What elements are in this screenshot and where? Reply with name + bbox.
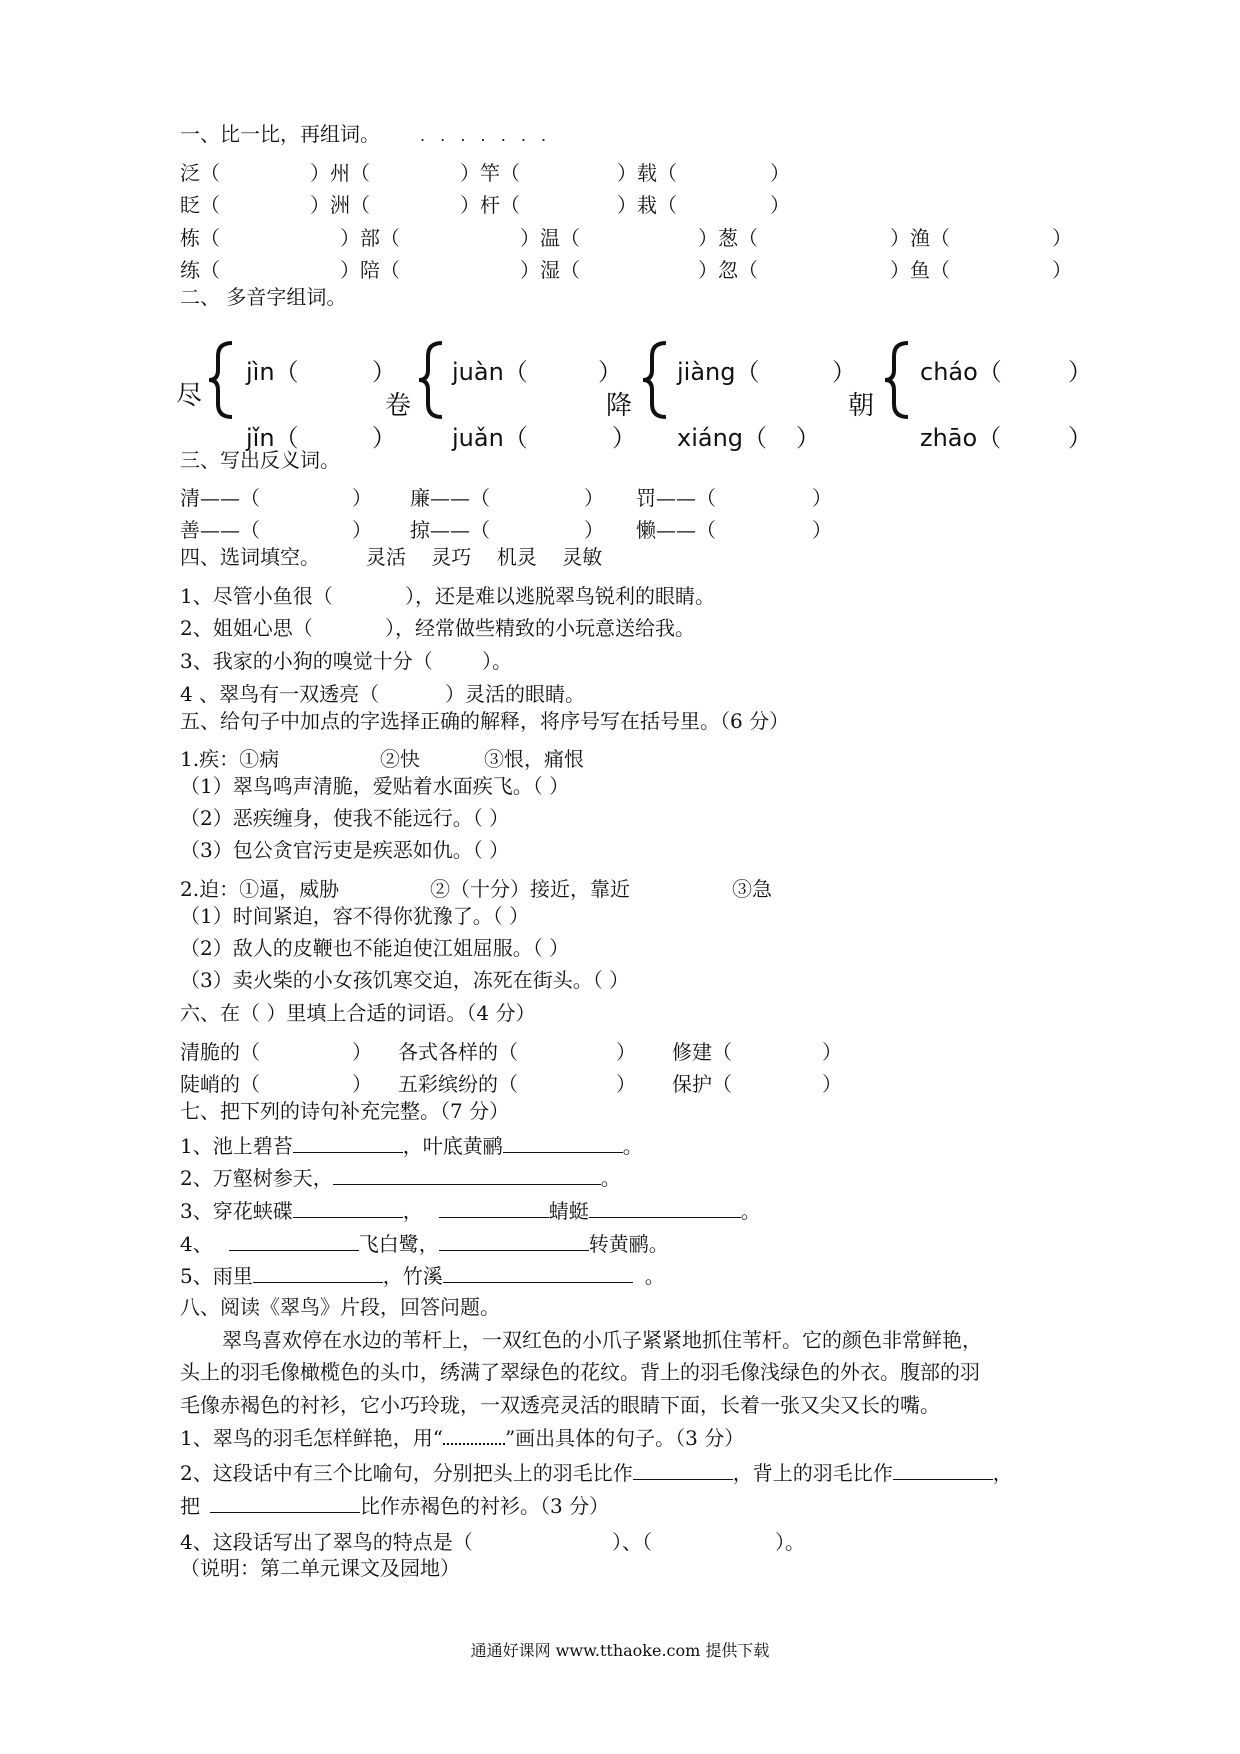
brace-icon [882, 340, 912, 420]
s5-q2-item-3: （3）卖火柴的小女孩饥寒交迫，冻死在街头。（ ） [180, 968, 630, 992]
blank-line[interactable] [503, 1134, 623, 1153]
emphasis-dots: . . . . . . . [420, 126, 552, 145]
blank-line[interactable] [893, 1461, 993, 1480]
brace-icon [640, 340, 670, 420]
section-1-title: 一、比一比，再组词。 . . . . . . . [180, 122, 552, 146]
section-5-title: 五、给句子中加点的字选择正确的解释，将序号写在括号里。（6 分） [180, 709, 790, 733]
blank-line[interactable] [589, 1199, 741, 1218]
reading-q2-continued: 把 比作赤褐色的衬衫。（3 分） [180, 1494, 610, 1518]
section-3-title: 三、写出反义词。 [180, 448, 340, 472]
section-4-title: 四、选词填空。 灵活 灵巧 机灵 灵敏 [180, 545, 603, 569]
s5-q1-item-1: （1）翠鸟鸣声清脆，爱贴着水面疾飞。（ ） [180, 774, 570, 798]
blank-line[interactable] [439, 1199, 549, 1218]
reading-q2: 2、这段话中有三个比喻句，分别把头上的羽毛比作 ，背上的羽毛比作 ， [180, 1461, 1013, 1485]
section-6-title: 六、在（ ）里填上合适的词语。（4 分） [180, 1001, 536, 1025]
reading-q1: 1、翠鸟的羽毛怎样鲜艳，用“ ”画出具体的句子。（3 分） [180, 1426, 745, 1450]
blank-line[interactable] [633, 1461, 733, 1480]
brace-icon [416, 340, 446, 420]
blank-line[interactable] [253, 1264, 383, 1283]
s5-q2-item-1: （1）时间紧迫，容不得你犹豫了。（ ） [180, 904, 530, 928]
poem-line-3: 3、穿花蛱碟 ， 蜻蜓 。 [180, 1199, 761, 1223]
poem-line-1: 1、池上碧苔 ，叶底黄鹂 。 [180, 1134, 643, 1158]
brace-icon [206, 340, 236, 420]
section-7-title: 七、把下列的诗句补充完整。（7 分） [180, 1099, 510, 1123]
section-8-title: 八、阅读《翠鸟》片段，回答问题。 [180, 1295, 500, 1319]
blank-line[interactable] [229, 1232, 359, 1251]
section-2-title: 二、 多音字组词。 [180, 285, 347, 309]
blank-line[interactable] [293, 1134, 403, 1153]
footer-credit: 通通好课网 www.tthaoke.com 提供下载 [470, 1641, 770, 1660]
s5-q2-item-2: （2）敌人的皮鞭也不能迫使江姐屈服。（ ） [180, 936, 570, 960]
reading-passage-line-2: 头上的羽毛像橄榄色的头巾，绣满了翠绿色的花纹。背上的羽毛像浅绿色的外衣。腹部的羽 [180, 1360, 980, 1384]
s5-q1-item-3: （3）包公贪官污吏是疾恶如仇。（ ） [180, 838, 510, 862]
blank-line[interactable] [333, 1166, 601, 1185]
blank-line[interactable] [439, 1232, 589, 1251]
blank-line[interactable] [210, 1494, 360, 1513]
s5-q1-item-2: （2）恶疾缠身，使我不能远行。（ ） [180, 806, 510, 830]
word-options: 灵活 灵巧 机灵 灵敏 [366, 545, 603, 569]
reading-passage-line-3: 毛像赤褐色的衬衫，它小巧玲珑，一双透亮灵活的眼睛下面，长着一张又尖又长的嘴。 [180, 1393, 940, 1417]
poem-line-4: 4、 飞白鹭， 转黄鹂。 [180, 1232, 669, 1256]
note: （说明：第二单元课文及园地） [180, 1556, 460, 1580]
blank-line[interactable] [293, 1199, 403, 1218]
poem-line-5: 5、雨里 ，竹溪 。 [180, 1264, 665, 1288]
poem-line-2: 2、万壑树参天， 。 [180, 1166, 621, 1190]
blank-line[interactable] [443, 1264, 633, 1283]
reading-passage-line-1: 翠鸟喜欢停在水边的苇杆上，一双红色的小爪子紧紧地抓住苇杆。它的颜色非常鲜艳， [222, 1328, 982, 1352]
wavy-line-sample [443, 1429, 505, 1445]
